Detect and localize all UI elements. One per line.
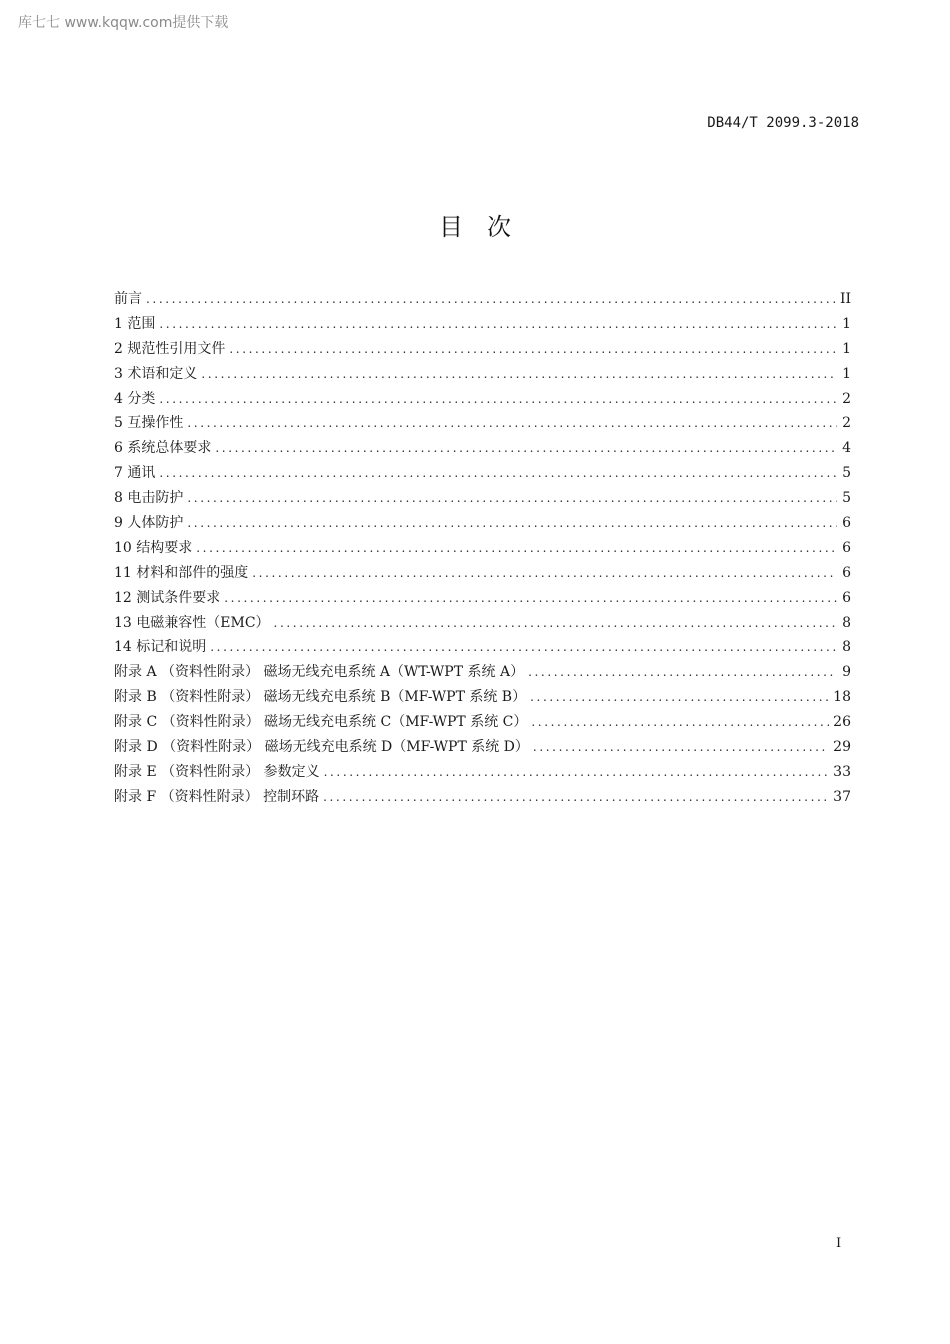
toc-entry-communication[interactable] [114, 461, 851, 486]
toc-entry-terms-definitions[interactable] [114, 362, 851, 387]
toc-dot-leader [533, 735, 829, 760]
toc-entry-page: 6 [842, 515, 851, 532]
toc-entry-page: 5 [842, 465, 851, 482]
toc-entry-page: 6 [842, 589, 851, 606]
toc-dot-leader [528, 660, 837, 685]
toc-entry-page: 1 [842, 365, 851, 382]
toc-entry-normative-references[interactable] [114, 337, 851, 362]
toc-entry-label: 11 材料和部件的强度 [114, 564, 249, 581]
toc-entry-page: 2 [842, 415, 851, 432]
toc-entry-interoperability[interactable] [114, 411, 851, 436]
toc-entry-label: 8 电击防护 [114, 490, 184, 507]
toc-entry-annex-e[interactable] [114, 760, 851, 785]
toc-entry-label: 附录 F （资料性附录） 控制环路 [114, 788, 320, 805]
toc-dot-leader [159, 461, 837, 486]
toc-entry-label: 14 标记和说明 [114, 639, 207, 656]
toc-entry-label: 12 测试条件要求 [114, 589, 221, 606]
toc-entry-label: 6 系统总体要求 [114, 440, 212, 457]
toc-entry-label: 附录 E （资料性附录） 参数定义 [114, 763, 320, 780]
toc-dot-leader [229, 337, 837, 362]
toc-dot-leader [196, 536, 837, 561]
toc-dot-leader [324, 760, 830, 785]
toc-entry-label: 7 通讯 [114, 465, 156, 482]
toc-entry-annex-f[interactable] [114, 785, 851, 810]
toc-entry-annex-d[interactable] [114, 735, 851, 760]
toc-entry-label: 9 人体防护 [114, 515, 184, 532]
toc-entry-electric-shock-protection[interactable] [114, 486, 851, 511]
toc-title: 目次 [439, 213, 535, 241]
toc-entry-page: 2 [842, 390, 851, 407]
toc-entry-page: 1 [842, 315, 851, 332]
toc-entry-label: 4 分类 [114, 390, 156, 407]
toc-dot-leader [224, 586, 837, 611]
toc-entry-material-strength[interactable] [114, 561, 851, 586]
toc-dot-leader [187, 511, 837, 536]
toc-entry-scope[interactable] [114, 312, 851, 337]
toc-entry-label: 5 互操作性 [114, 415, 184, 432]
toc-entry-page: II [839, 291, 851, 307]
toc-entry-page: 6 [842, 564, 851, 581]
table-of-contents [114, 287, 851, 810]
toc-dot-leader [215, 436, 837, 461]
toc-entry-page: 4 [842, 440, 851, 457]
toc-entry-structural-requirements[interactable] [114, 536, 851, 561]
toc-entry-label: 附录 C （资料性附录） 磁场无线充电系统 C（MF-WPT 系统 C） [114, 714, 528, 731]
toc-entry-annex-a[interactable] [114, 660, 851, 685]
toc-entry-annex-c[interactable] [114, 710, 851, 735]
toc-dot-leader [187, 486, 837, 511]
toc-entry-classification[interactable] [114, 387, 851, 412]
toc-dot-leader [531, 710, 829, 735]
toc-entry-label: 附录 B （资料性附录） 磁场无线充电系统 B（MF-WPT 系统 B） [114, 689, 527, 706]
toc-entry-page: 1 [842, 340, 851, 357]
toc-entry-system-requirements[interactable] [114, 436, 851, 461]
toc-entry-page: 5 [842, 490, 851, 507]
toc-entry-label: 1 范围 [114, 315, 156, 332]
toc-entry-label: 前言 [114, 291, 142, 307]
toc-dot-leader [323, 785, 829, 810]
toc-dot-leader [201, 362, 837, 387]
toc-entry-test-conditions[interactable] [114, 586, 851, 611]
toc-entry-marking-instructions[interactable] [114, 635, 851, 660]
toc-entry-label: 附录 A （资料性附录） 磁场无线充电系统 A（WT-WPT 系统 A） [114, 664, 525, 681]
toc-entry-page: 6 [842, 539, 851, 556]
toc-dot-leader [159, 387, 837, 412]
toc-dot-leader [146, 287, 836, 312]
toc-entry-page: 8 [842, 639, 851, 656]
toc-entry-emc[interactable] [114, 611, 851, 636]
toc-entry-label: 3 术语和定义 [114, 365, 198, 382]
document-code: DB44/T 2099.3-2018 [707, 115, 859, 131]
toc-entry-label: 10 结构要求 [114, 539, 193, 556]
toc-dot-leader [274, 611, 837, 636]
toc-entry-label: 附录 D （资料性附录） 磁场无线充电系统 D（MF-WPT 系统 D） [114, 739, 529, 756]
page-number: I [836, 1236, 842, 1251]
toc-entry-page: 9 [842, 664, 851, 681]
toc-entry-page: 8 [842, 614, 851, 631]
toc-entry-foreword[interactable] [114, 287, 851, 312]
toc-entry-annex-b[interactable] [114, 685, 851, 710]
toc-dot-leader [159, 312, 837, 337]
toc-entry-human-protection[interactable] [114, 511, 851, 536]
toc-dot-leader [210, 635, 837, 660]
watermark-text: 库七七 www.kqqw.com提供下载 [18, 15, 229, 31]
toc-dot-leader [187, 411, 837, 436]
toc-entry-page: 26 [833, 714, 851, 731]
toc-entry-page: 37 [833, 788, 851, 805]
toc-entry-page: 33 [833, 763, 851, 780]
toc-entry-page: 18 [833, 689, 851, 706]
toc-dot-leader [530, 685, 829, 710]
toc-entry-label: 2 规范性引用文件 [114, 340, 226, 357]
toc-entry-label: 13 电磁兼容性（EMC） [114, 614, 270, 631]
toc-dot-leader [252, 561, 837, 586]
toc-entry-page: 29 [833, 739, 851, 756]
